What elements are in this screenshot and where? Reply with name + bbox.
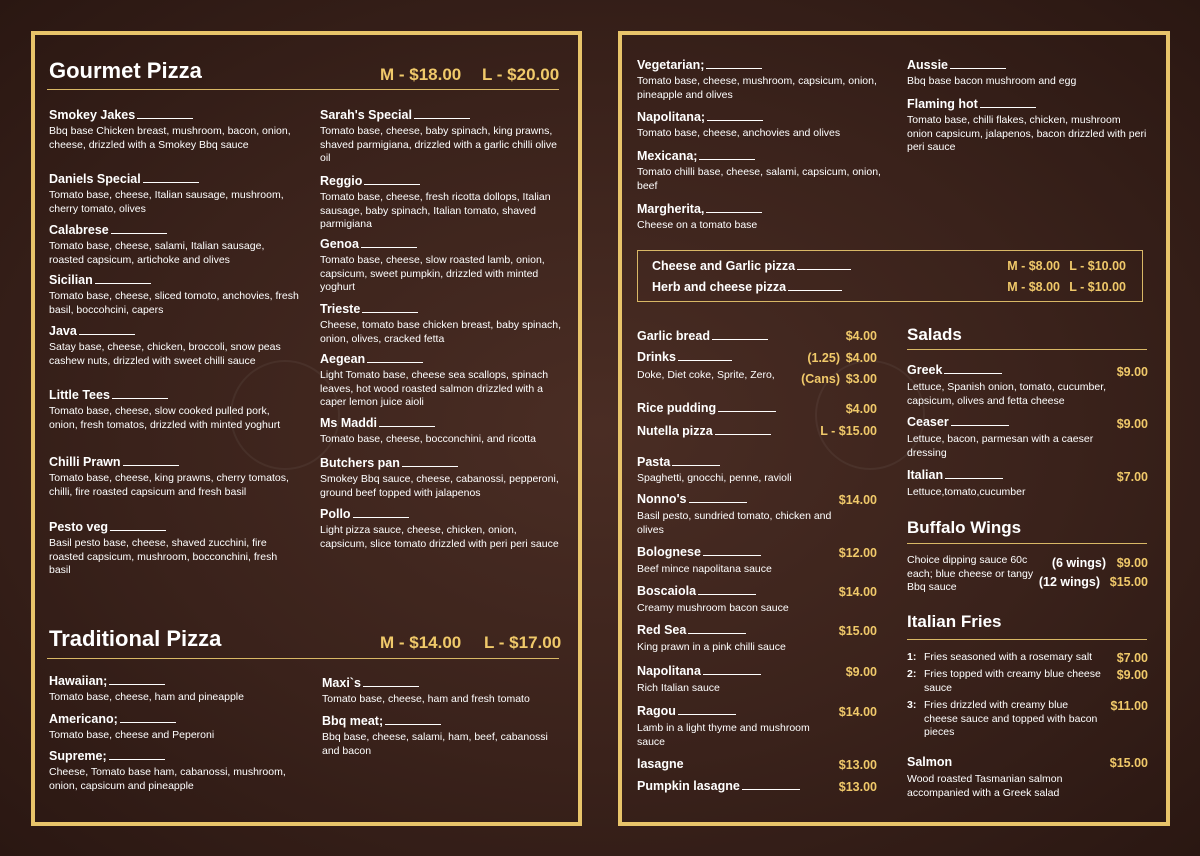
- underline: [699, 149, 755, 160]
- gourmet-price-large: L - $20.00: [482, 65, 560, 84]
- salad-item-label: Italian: [907, 468, 944, 482]
- menu-item: [320, 456, 562, 500]
- salad-item-label: Ceaser: [907, 415, 949, 429]
- pasta-item-price: $13.00: [838, 780, 877, 794]
- menu-item-label: Pollo: [320, 507, 351, 521]
- menu-item-name: [320, 108, 562, 123]
- pasta-item-price: $13.00: [838, 758, 877, 772]
- underline: [944, 363, 1002, 374]
- pasta-item-name: [637, 584, 756, 598]
- menu-item-name: [49, 520, 299, 535]
- pasta-item-desc: Lamb in a light thyme and mushroom sauce: [637, 722, 810, 748]
- pasta-item-label: Boscaiola: [637, 584, 697, 598]
- menu-item-name: [320, 237, 562, 252]
- pasta-item-label: Red Sea: [637, 623, 687, 637]
- underline: [111, 223, 167, 234]
- menu-item-name: [49, 223, 299, 238]
- menu-item-desc: Tomato base, cheese, Italian sausage, mushroom, cherry tomato, olives: [49, 189, 284, 215]
- menu-item-name: [49, 273, 299, 288]
- menu-item-name: [320, 456, 562, 471]
- underline: [361, 237, 417, 248]
- underline: [742, 779, 800, 790]
- menu-item-name: [49, 324, 299, 339]
- gourmet-pizza-title: Gourmet Pizza: [49, 58, 202, 83]
- traditional-pizza-title: Traditional Pizza: [49, 626, 222, 651]
- menu-item-desc: Smokey Bbq sauce, cheese, cabanossi, pepperoni, ground beef topped with jalapenos: [320, 473, 559, 499]
- menu-item: [637, 202, 893, 233]
- salmon-name: Salmon: [907, 755, 953, 769]
- menu-item-desc: Tomato base, cheese, baby spinach, king prawns, shaved parmigiana, drizzled with a garlic chilli olive oil: [320, 125, 557, 164]
- salad-item-price: $9.00: [1116, 417, 1148, 431]
- underline: [951, 415, 1009, 426]
- salad-item-desc: Lettuce,tomato,cucumber: [907, 486, 1026, 498]
- pasta-item-desc: King prawn in a pink chilli sauce: [637, 641, 786, 653]
- pasta-item-label: Nonno's: [637, 492, 687, 506]
- wings-price-1: $9.00: [1116, 556, 1148, 570]
- menu-item-name: [49, 388, 299, 403]
- garlic-bread-price: $4.00: [845, 329, 877, 343]
- pasta-title: Pasta: [637, 455, 720, 469]
- menu-item-desc: Tomato base, cheese, sliced tomoto, anchovies, fresh basil, boccohcini, capers: [49, 290, 299, 316]
- menu-item-label: Bbq meat;: [322, 714, 384, 728]
- menu-item-desc: Tomato base, cheese, ham and pineapple: [49, 691, 244, 703]
- menu-item-name: [49, 712, 299, 727]
- menu-item-label: Sicilian: [49, 273, 93, 287]
- underline: [698, 584, 756, 595]
- menu-item-label: Hawaiian;: [49, 674, 108, 688]
- menu-item: [49, 455, 299, 499]
- menu-item: [907, 58, 1147, 89]
- pasta-item-name: [637, 704, 736, 718]
- menu-item-desc: Cheese, Tomato base ham, cabanossi, mushroom, onion, capsicum and pineapple: [49, 766, 286, 792]
- menu-item-label: Ms Maddi: [320, 416, 377, 430]
- menu-item-name: [320, 352, 562, 367]
- menu-item-label: Daniels Special: [49, 172, 141, 186]
- salads-title: Salads: [907, 325, 962, 344]
- underline: [797, 259, 851, 270]
- pasta-item-label: Pumpkin lasagne: [637, 779, 740, 793]
- menu-item-label: Java: [49, 324, 77, 338]
- menu-item-desc: Tomato base, cheese, ham and fresh tomato: [322, 693, 530, 705]
- menu-item-name: [320, 174, 562, 189]
- menu-item-label: Chilli Prawn: [49, 455, 121, 469]
- menu-item-desc: Tomato base, cheese, anchovies and olives: [637, 127, 841, 139]
- menu-item-label: Smokey Jakes: [49, 108, 136, 122]
- pasta-item-price: $14.00: [838, 585, 877, 599]
- menu-item: [49, 324, 299, 368]
- menu-item-desc: Cheese, tomato base chicken breast, baby spinach, onion, olives, cracked fetta: [320, 319, 562, 345]
- pasta-item-price: $14.00: [838, 705, 877, 719]
- menu-item-label: Calabrese: [49, 223, 109, 237]
- underline: [112, 388, 168, 399]
- underline: [363, 676, 419, 687]
- underline: [706, 58, 762, 69]
- salad-item-desc: Lettuce, Spanish onion, tomato, cucumber, capsicum, olives and fetta cheese: [907, 381, 1107, 407]
- menu-item-label: Butchers pan: [320, 456, 400, 470]
- menu-item-label: Americano;: [49, 712, 118, 726]
- nutella-pizza-price: L - $15.00: [820, 424, 877, 438]
- menu-item-name: [322, 714, 562, 729]
- garlic-pizza-price-medium: M - $8.00: [1007, 259, 1060, 273]
- pasta-item-desc: Rich Italian sauce: [637, 682, 720, 694]
- menu-item-name: [49, 674, 299, 689]
- salad-item-name: [907, 468, 1003, 482]
- menu-item: [49, 520, 299, 578]
- nutella-pizza-name: Nutella pizza: [637, 424, 771, 438]
- menu-item: [320, 302, 562, 346]
- pasta-item-label: Ragou: [637, 704, 676, 718]
- fries-item-desc: Fries topped with creamy blue cheese sauce: [924, 668, 1101, 694]
- garlic-pizza-name: [652, 259, 851, 273]
- menu-item-label: Pesto veg: [49, 520, 109, 534]
- menu-item-label: Trieste: [320, 302, 361, 316]
- underline: [95, 273, 151, 284]
- menu-item: [320, 507, 562, 551]
- menu-item: [637, 149, 893, 193]
- drinks-price-2: $3.00: [845, 372, 877, 386]
- pasta-item-price: $15.00: [838, 624, 877, 638]
- menu-item-desc: Tomato base, cheese, bocconchini, and ricotta: [320, 433, 536, 445]
- menu-item-desc: Tomato base, cheese and Peperoni: [49, 729, 215, 741]
- wings-option-1: (6 wings): [1051, 556, 1106, 570]
- fries-item-number: 1:: [907, 651, 917, 663]
- fries-title: Italian Fries: [907, 612, 1002, 631]
- salads-divider: [907, 349, 1147, 350]
- salad-item-name: [907, 363, 1002, 377]
- fries-item-number: 3:: [907, 699, 917, 711]
- underline: [706, 202, 762, 213]
- menu-item-desc: Bbq base, cheese, salami, ham, beef, cabanossi and bacon: [322, 731, 548, 757]
- menu-item-label: Vegetarian;: [637, 58, 705, 72]
- menu-item: [637, 110, 893, 141]
- pasta-item-price: $9.00: [845, 665, 877, 679]
- underline: [137, 108, 193, 119]
- pasta-item-price: $12.00: [838, 546, 877, 560]
- pasta-item-name: [637, 779, 800, 793]
- menu-item-desc: Tomato base, chilli flakes, chicken, mushroom onion capsicum, jalapenos, bacon drizzled with peri peri sauce: [907, 114, 1147, 153]
- menu-item-name: [637, 202, 893, 217]
- garlic-pizza-price-large: L - $10.00: [1069, 259, 1126, 273]
- salmon-price: $15.00: [1109, 756, 1148, 770]
- menu-item: [49, 108, 299, 152]
- drinks-desc: Doke, Diet coke, Sprite, Zero,: [637, 369, 775, 381]
- fries-item-price: $9.00: [1116, 668, 1148, 682]
- menu-item-label: Mexicana;: [637, 149, 698, 163]
- menu-item-name: [637, 110, 893, 125]
- menu-item-label: Margherita,: [637, 202, 705, 216]
- salad-item-desc: Lettuce, bacon, parmesan with a caeser dressing: [907, 433, 1094, 459]
- underline: [123, 455, 179, 466]
- menu-item-name: [322, 676, 562, 691]
- underline: [379, 416, 435, 427]
- menu-item: [49, 749, 299, 793]
- menu-item: [49, 172, 299, 216]
- fries-divider: [907, 639, 1147, 640]
- menu-item-name: [49, 455, 299, 470]
- underline: [402, 456, 458, 467]
- menu-item-desc: Bbq base bacon mushroom and egg: [907, 75, 1077, 87]
- underline: [143, 172, 199, 183]
- gourmet-divider: [47, 89, 559, 90]
- rice-pudding-price: $4.00: [845, 402, 877, 416]
- menu-item: [49, 674, 299, 705]
- garlic-pizza-label: Cheese and Garlic pizza: [652, 259, 796, 273]
- pasta-item-name: [637, 545, 761, 559]
- menu-item-name: [320, 302, 562, 317]
- underline: [678, 704, 736, 715]
- menu-item: [320, 352, 562, 410]
- wings-option-2: (12 wings): [1038, 575, 1100, 589]
- menu-item: [320, 108, 562, 166]
- menu-item-name: [907, 97, 1147, 112]
- underline: [110, 520, 166, 531]
- menu-item-desc: Satay base, cheese, chicken, broccoli, snow peas cashew nuts, drizzled with sweet chilli sauce: [49, 341, 281, 367]
- drinks-size-2: (Cans): [801, 372, 840, 386]
- menu-item-name: [49, 172, 299, 187]
- drinks-size-1: (1.25): [807, 351, 840, 365]
- underline: [703, 545, 761, 556]
- menu-item-name: [637, 58, 893, 73]
- pasta-item-desc: Basil pesto, sundried tomato, chicken and olives: [637, 510, 832, 536]
- pasta-item-name: [637, 757, 684, 771]
- menu-item-name: [320, 507, 562, 522]
- menu-item-name: [49, 108, 299, 123]
- menu-item: [322, 676, 562, 707]
- gourmet-price-medium: M - $18.00: [380, 65, 462, 84]
- menu-item-name: [320, 416, 562, 431]
- underline: [950, 58, 1006, 69]
- menu-item: [322, 714, 562, 758]
- underline: [689, 492, 747, 503]
- underline: [362, 302, 418, 313]
- pasta-item-desc: Creamy mushroom bacon sauce: [637, 602, 789, 614]
- salmon-desc: Wood roasted Tasmanian salmon accompanied with a Greek salad: [907, 773, 1063, 799]
- wings-price-2: $15.00: [1109, 575, 1148, 589]
- salad-item-price: $9.00: [1116, 365, 1148, 379]
- menu-item-label: Supreme;: [49, 749, 107, 763]
- menu-item: [49, 273, 299, 317]
- menu-item-desc: Light Tomato base, cheese sea scallops, spinach leaves, hot wood roasted salmon drizzled with a caper lemon juice aioli: [320, 369, 549, 408]
- menu-item: [49, 223, 299, 267]
- menu-item: [637, 58, 893, 102]
- menu-item-name: [907, 58, 1147, 73]
- menu-item-label: Aussie: [907, 58, 948, 72]
- underline: [980, 97, 1036, 108]
- menu-item: [320, 174, 562, 232]
- garlic-pizza-price-medium: M - $8.00: [1007, 280, 1060, 294]
- pasta-item-label: lasagne: [637, 757, 684, 771]
- underline: [788, 280, 842, 291]
- traditional-price-large: L - $17.00: [484, 633, 562, 652]
- menu-item-desc: Tomato base, cheese, slow roasted lamb, onion, capsicum, sweet pumpkin, drizzled with minted yoghurt: [320, 254, 545, 293]
- underline: [945, 468, 1003, 479]
- menu-item-desc: Tomato chilli base, cheese, salami, capsicum, onion, beef: [637, 166, 881, 192]
- underline: [79, 324, 135, 335]
- traditional-price-medium: M - $14.00: [380, 633, 462, 652]
- menu-item: [907, 97, 1147, 155]
- underline: [364, 174, 420, 185]
- menu-item-desc: Light pizza sauce, cheese, chicken, onion, capsicum, slice tomato drizzled with peri peri sauce: [320, 524, 559, 550]
- underline: [688, 623, 746, 634]
- menu-item-desc: Cheese on a tomato base: [637, 219, 758, 231]
- pasta-item-label: Napolitana: [637, 664, 701, 678]
- underline: [367, 352, 423, 363]
- fries-item-desc: Fries drizzled with creamy blue cheese sauce and topped with bacon pieces: [924, 699, 1098, 738]
- underline: [109, 674, 165, 685]
- fries-item-price: $7.00: [1116, 651, 1148, 665]
- menu-item: [49, 712, 299, 743]
- garlic-bread-name: Garlic bread: [637, 329, 768, 343]
- menu-item-label: Aegean: [320, 352, 366, 366]
- pasta-item-name: [637, 492, 747, 506]
- menu-item-label: Flaming hot: [907, 97, 978, 111]
- garlic-pizza-name: [652, 280, 842, 294]
- pasta-item-label: Bolognese: [637, 545, 701, 559]
- pasta-item-name: [637, 623, 746, 637]
- menu-item-label: Sarah's Special: [320, 108, 412, 122]
- menu-item-label: Napolitana;: [637, 110, 706, 124]
- garlic-pizza-label: Herb and cheese pizza: [652, 280, 787, 294]
- menu-item-label: Maxi`s: [322, 676, 361, 690]
- pasta-item-name: [637, 664, 761, 678]
- wings-title: Buffalo Wings: [907, 518, 1022, 537]
- menu-item-label: Little Tees: [49, 388, 110, 402]
- fries-item-number: 2:: [907, 668, 917, 680]
- garlic-pizza-box: [637, 250, 1143, 302]
- fries-item-price: $11.00: [1110, 699, 1148, 713]
- wings-divider: [907, 543, 1147, 544]
- pasta-item-price: $14.00: [838, 493, 877, 507]
- garlic-pizza-price-large: L - $10.00: [1069, 280, 1126, 294]
- fries-item-desc: Fries seasoned with a rosemary salt: [924, 651, 1093, 663]
- menu-item-desc: Tomato base, cheese, mushroom, capsicum, onion, pineapple and olives: [637, 75, 877, 101]
- pasta-item-desc: Beef mince napolitana sauce: [637, 563, 772, 575]
- underline: [707, 110, 763, 121]
- drinks-price-1: $4.00: [845, 351, 877, 365]
- menu-item-desc: Basil pesto base, cheese, shaved zucchini, fire roasted capsicum, mushroom, bocconchini, fresh basil: [49, 537, 278, 576]
- menu-item-label: Genoa: [320, 237, 359, 251]
- menu-item-name: [637, 149, 893, 164]
- underline: [414, 108, 470, 119]
- underline: [385, 714, 441, 725]
- salad-item-label: Greek: [907, 363, 943, 377]
- menu-item-desc: Tomato base, cheese, fresh ricotta dollops, Italian sausage, baby spinach, Italian tomato, shaved parmigiana: [320, 191, 551, 230]
- menu-item: [49, 388, 299, 432]
- menu-item-desc: Tomato base, cheese, salami, Italian sausage, roasted capsicum, artichoke and olives: [49, 240, 265, 266]
- menu-item: [320, 237, 562, 295]
- underline: [353, 507, 409, 518]
- pasta-types: Spaghetti, gnocchi, penne, ravioli: [637, 472, 792, 484]
- menu-item-desc: Bbq base Chicken breast, mushroom, bacon, onion, cheese, drizzled with a Smokey Bbq sauce: [49, 125, 291, 151]
- menu-item-desc: Tomato base, cheese, slow cooked pulled pork, onion, fresh tomatos, drizzled with minted yoghurt: [49, 405, 281, 431]
- menu-item: [320, 416, 562, 447]
- menu-item-name: [49, 749, 299, 764]
- traditional-divider: [47, 658, 559, 659]
- menu-item-desc: Tomato base, cheese, king prawns, cherry tomatos, chilli, fire roasted capsicum and fresh basil: [49, 472, 289, 498]
- drinks-name: Drinks: [637, 350, 732, 364]
- wings-desc: Choice dipping sauce 60c each; blue cheese or tangy Bbq sauce: [907, 554, 1034, 593]
- underline: [703, 664, 761, 675]
- menu-item-label: Reggio: [320, 174, 363, 188]
- salad-item-price: $7.00: [1116, 470, 1148, 484]
- underline: [120, 712, 176, 723]
- underline: [109, 749, 165, 760]
- rice-pudding-name: Rice pudding: [637, 401, 776, 415]
- salad-item-name: [907, 415, 1009, 429]
